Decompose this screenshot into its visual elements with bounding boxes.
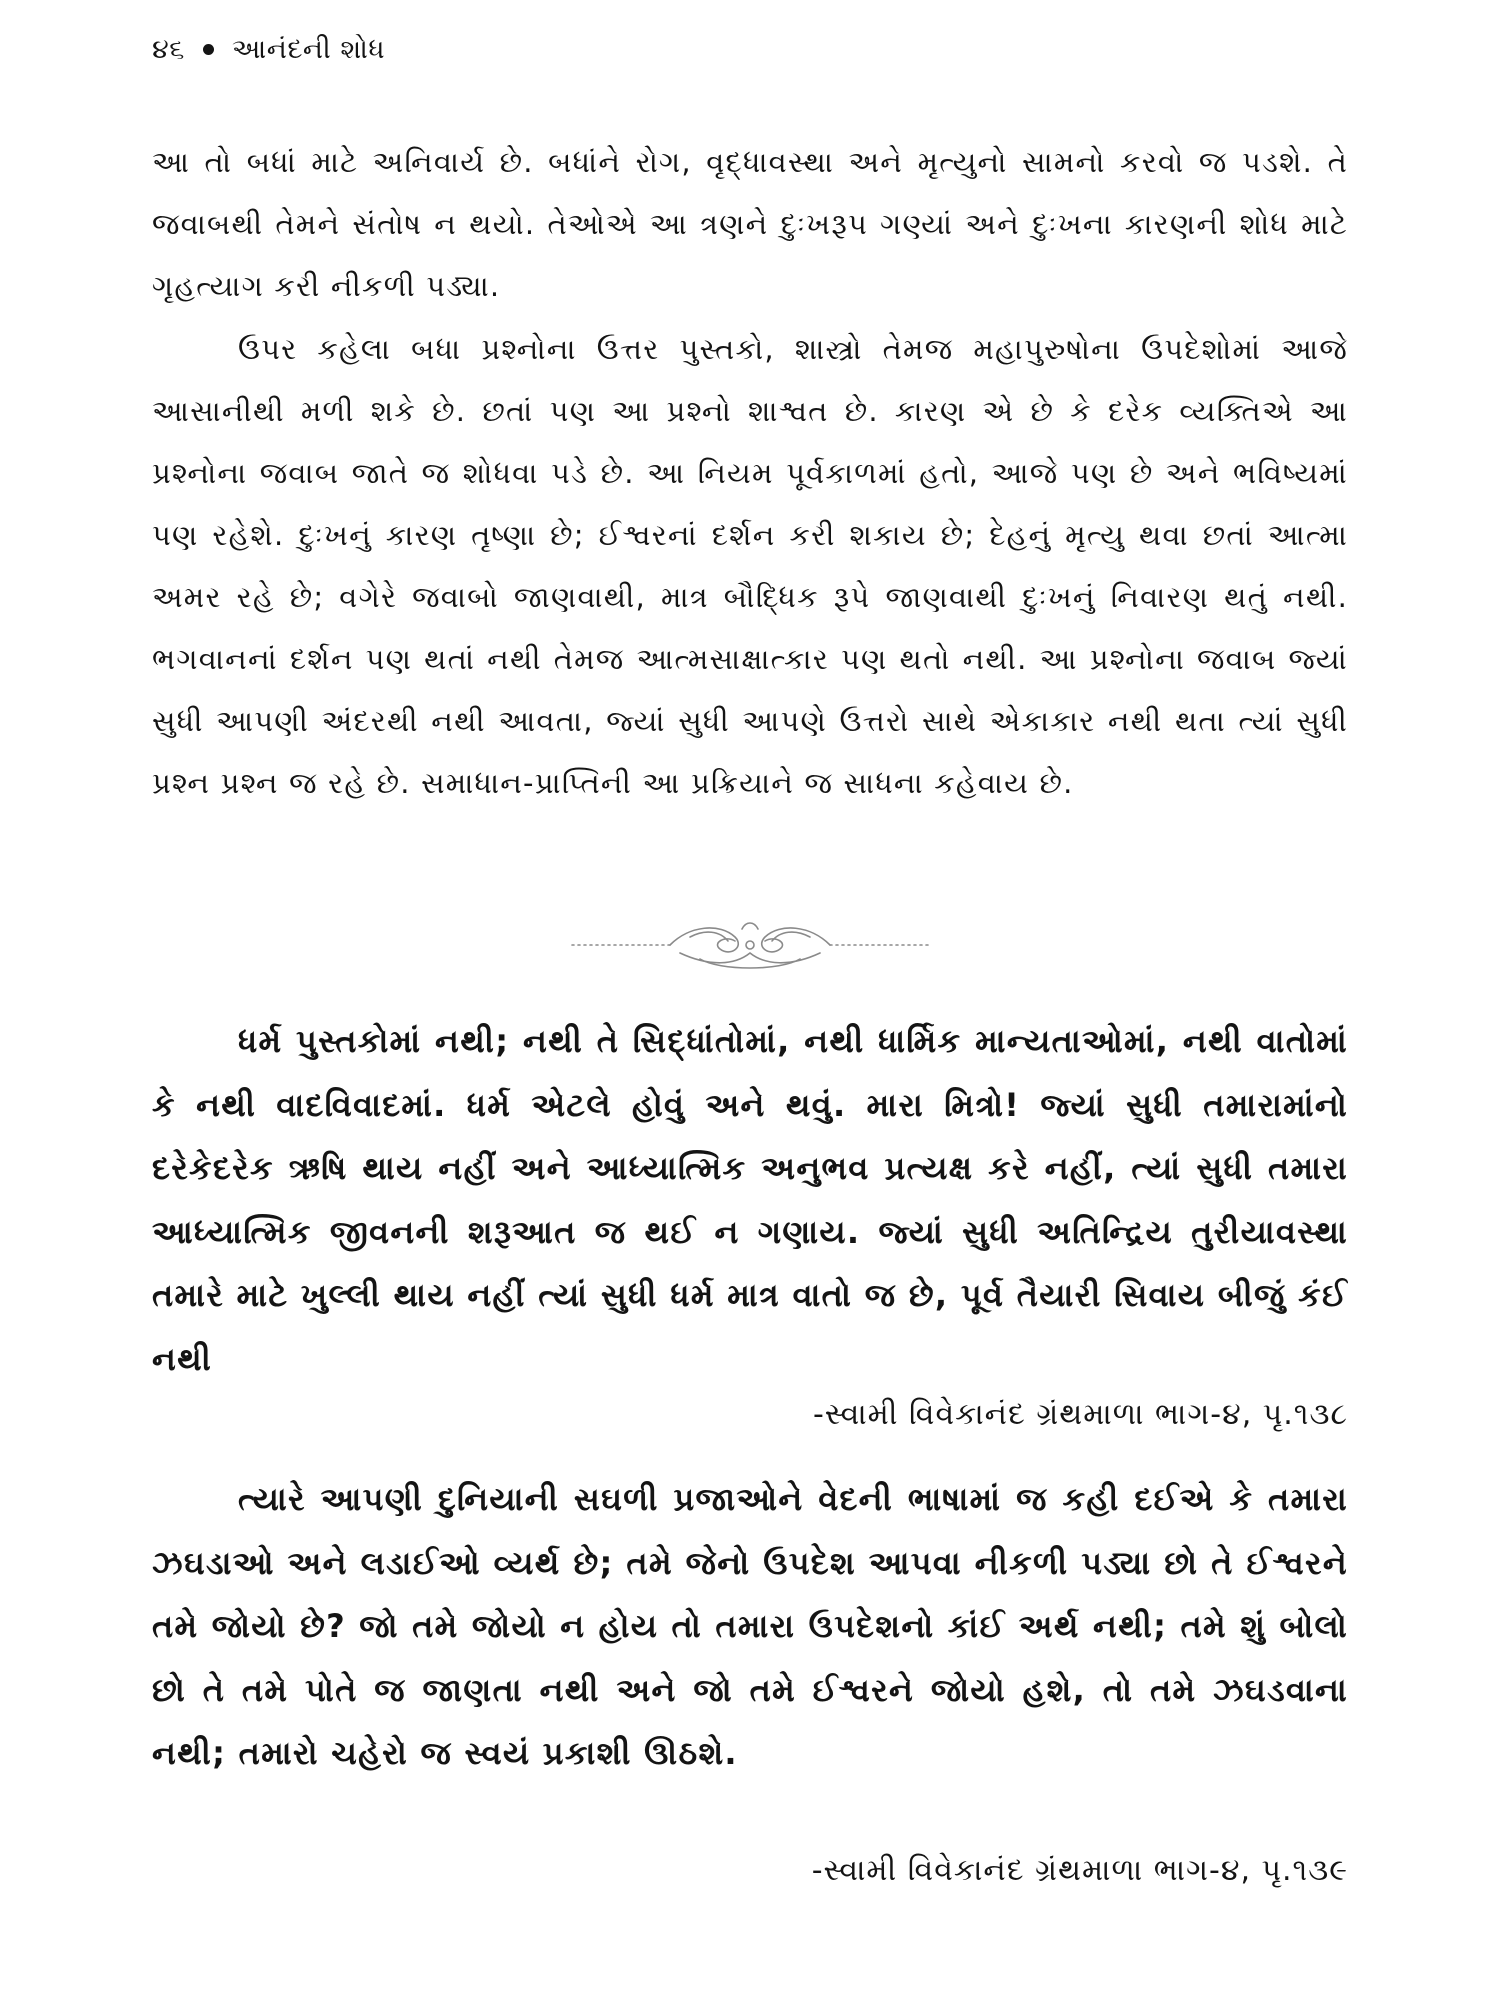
paragraph-1: આ તો બધાં માટે અનિવાર્ય છે. બધાંને રોગ, વૃદ્ધાવસ્થા અને મૃત્યુનો સામનો કરવો જ પડશે. તે જવાબથી તેમને સંતોષ ન થયો. તેઓએ આ ત્રણને દુઃખરૂપ ગણ્યાં અને દુઃખના કારણની શોધ માટે ગૃહત્યાગ કરી નીકળી પડ્યા. <box>152 145 1348 303</box>
decorative-divider-icon <box>570 915 930 975</box>
citation-2: -સ્વામી વિવેકાનંદ ગ્રંથમાળા ભાગ-૪, પૃ.૧૩૯ <box>811 1853 1348 1888</box>
quote-1: ધર્મ પુસ્તકોમાં નથી; નથી તે સિદ્ધાંતોમાં, નથી ધાર્મિક માન્યતાઓમાં, નથી વાતોમાં કે નથી વાદવિવાદમાં. ધર્મ એટલે હોવું અને થવું. મારા મિત્રો! જ્યાં સુધી તમારામાંનો દરેકેદરેક ઋષિ થાય નહીં અને આધ્યાત્મિક અનુભવ પ્રત્યક્ષ કરે નહીં, ત્યાં સુધી તમારા આધ્યાત્મિક જીવનની શરૂઆત જ થઈ ન ગણાય. જ્યાં સુધી અતિન્દ્રિય તુરીયાવસ્થા તમારે માટે ખુલ્લી થાય નહીં ત્યાં સુધી ધર્મ માત્ર વાતો જ છે, પૂર્વ તૈયારી સિવાય બીજું કંઈ નથી <box>152 1022 1348 1378</box>
quote-2: ત્યારે આપણી દુનિયાની સઘળી પ્રજાઓને વેદની ભાષામાં જ કહી દઈએ કે તમારા ઝઘડાઓ અને લડાઈઓ વ્યર્થ છે; તમે જેનો ઉપદેશ આપવા નીકળી પડ્યા છો તે ઈશ્વરને તમે જોયો છે? જો તમે જોયો ન હોય તો તમારા ઉપદેશનો કાંઈ અર્થ નથી; તમે શું બોલો છો તે તમે પોતે જ જાણતા નથી અને જો તમે ઈશ્વરને જોયો હશે, તો તમે ઝઘડવાના નથી; તમારો ચહેરો જ સ્વયં પ્રકાશી ઊઠશે. <box>152 1480 1348 1772</box>
citation-1: -સ્વામી વિવેકાનંદ ગ્રંથમાળા ભાગ-૪, પૃ.૧૩૮ <box>812 1397 1348 1432</box>
bullet-icon <box>203 44 214 55</box>
paragraph-2: ઉપર કહેલા બધા પ્રશ્નોના ઉત્તર પુસ્તકો, શાસ્ત્રો તેમજ મહાપુરુષોના ઉપદેશોમાં આજે આસાનીથી મળી શકે છે. છતાં પણ આ પ્રશ્નો શાશ્વત છે. કારણ એ છે કે દરેક વ્યક્તિએ આ પ્રશ્નોના જવાબ જાતે જ શોધવા પડે છે. આ નિયમ પૂર્વકાળમાં હતો, આજે પણ છે અને ભવિષ્યમાં પણ રહેશે. દુઃખનું કારણ તૃષ્ણા છે; ઈશ્વરનાં દર્શન કરી શકાય છે; દેહનું મૃત્યુ થવા છતાં આત્મા અમર રહે છે; વગેરે જવાબો જાણવાથી, માત્ર બૌદ્ધિક રૂપે જાણવાથી દુઃખનું નિવારણ થતું નથી. ભગવાનનાં દર્શન પણ થતાં નથી તેમજ આત્મસાક્ષાત્કાર પણ થતો નથી. આ પ્રશ્નોના જવાબ જ્યાં સુધી આપણી અંદરથી નથી આવતા, જ્યાં સુધી આપણે ઉત્તરો સાથે એકાકાર નથી થતા ત્યાં સુધી પ્રશ્ન પ્રશ્ન જ રહે છે. સમાધાન-પ્રાપ્તિની આ પ્રક્રિયાને જ સાધના કહેવાય છે. <box>152 332 1348 800</box>
page-number: ૪૬ <box>152 34 185 65</box>
book-title: આનંદની શોધ <box>231 34 386 65</box>
page-header <box>152 30 385 70</box>
